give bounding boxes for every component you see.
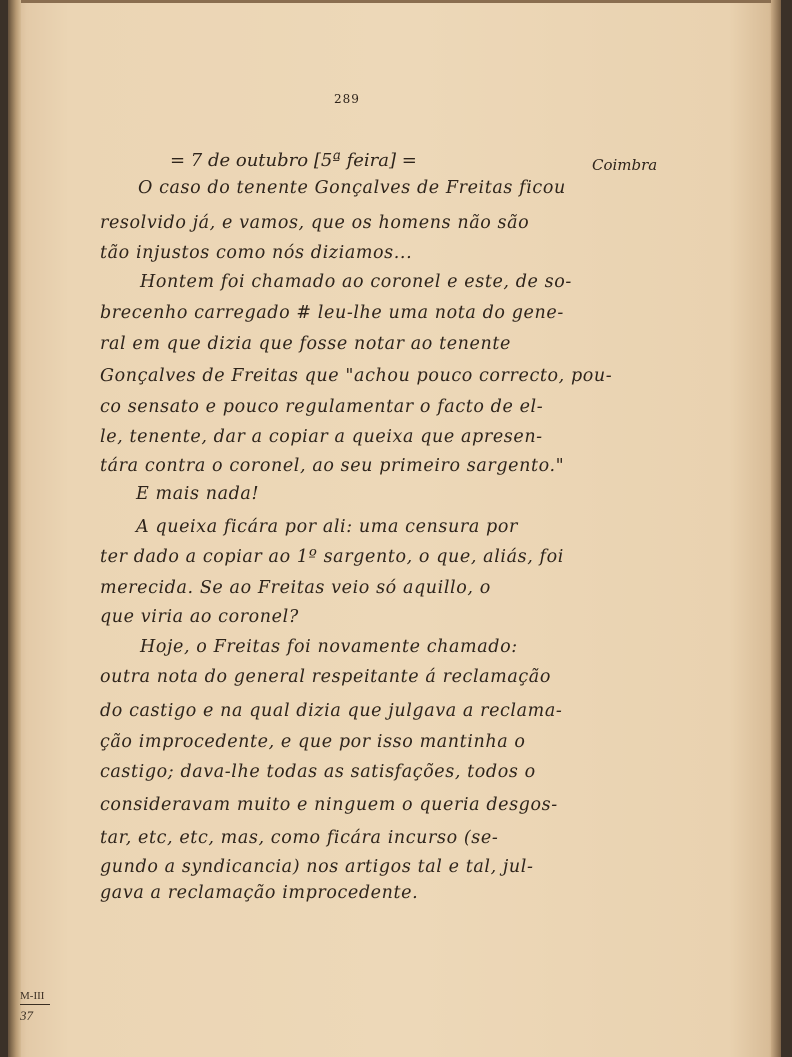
text-line: ção improcedente, e que por isso mantinha o [100,732,526,752]
binding-spine [9,0,21,1057]
text-line: Hoje, o Freitas foi novamente chamado: [140,637,518,657]
page-right-edge [771,0,781,1057]
text-line: A queixa ficára por ali: uma censura por [136,517,518,537]
text-line: co sensato e pouco regulamentar o facto de el- [100,397,544,417]
text-line: resolvido já, e vamos, que os homens não são [100,213,530,233]
text-line: que viria ao coronel? [100,607,299,627]
text-line: castigo; dava-lhe todas as satisfações, todos o [100,762,536,782]
text-line: Gonçalves de Freitas que "achou pouco correcto, pou- [100,366,613,386]
page-top-edge [9,0,781,3]
text-line: merecida. Se ao Freitas veio só aquillo, o [100,578,491,598]
entry-date-heading: = 7 de outubro [5ª feira] = [170,150,417,171]
text-line: gava a reclamação improcedente. [100,883,419,903]
text-line: ral em que dizia que fosse notar ao tenente [100,334,511,354]
text-line: brecenho carregado # leu-lhe uma nota do gene- [100,303,564,323]
place-name: Coimbra [592,156,658,174]
text-line: consideravam muito e ninguem o queria desgos- [100,795,558,815]
archive-folio-number: 37 [20,1008,33,1023]
text-line: gundo a syndicancia) nos artigos tal e tal, jul- [100,857,534,877]
text-line: tar, etc, etc, mas, como ficára incurso (se- [100,828,499,848]
archive-reference-rule [20,1004,50,1005]
text-line: do castigo e na qual dizia que julgava a reclama- [100,701,563,721]
text-line: tão injustos como nós diziamos... [100,243,413,263]
text-line: Hontem foi chamado ao coronel e este, de so- [140,272,572,292]
text-line: tára contra o coronel, ao seu primeiro sargento." [100,456,565,476]
text-line: E mais nada! [136,484,260,504]
text-line: ter dado a copiar ao 1º sargento, o que, aliás, foi [100,547,564,567]
text-line: O caso do tenente Gonçalves de Freitas ficou [138,178,566,198]
text-line: outra nota do general respeitante á reclamação [100,667,551,687]
archive-reference: M-III [20,990,45,1002]
text-line: le, tenente, dar a copiar a queixa que apresen- [100,427,543,447]
page-number: 289 [334,92,360,106]
